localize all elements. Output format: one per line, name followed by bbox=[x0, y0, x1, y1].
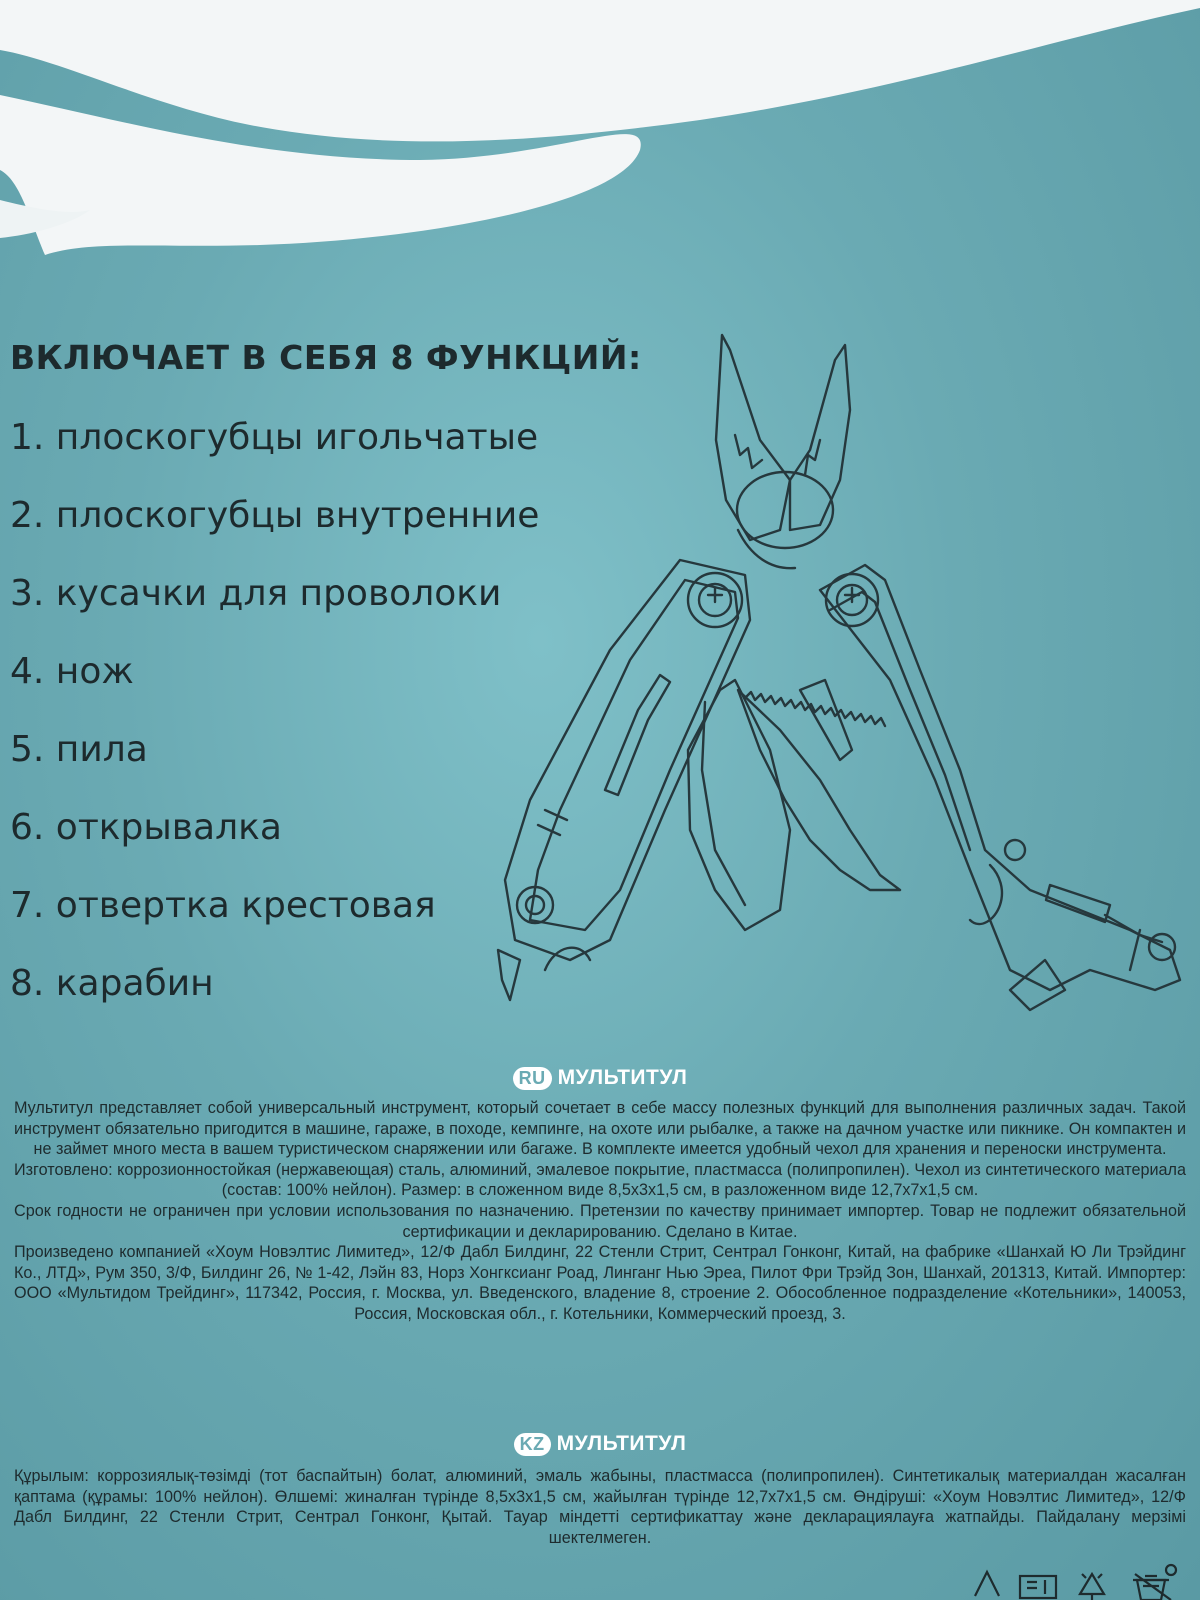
top-wave-decoration bbox=[0, 0, 1200, 280]
ru-section-title bbox=[0, 1066, 1200, 1090]
ru-paragraph: Срок годности не ограничен при условии использования по назначению. Претензии по качеству принимает импортер. Товар не подлежит обязательной сертификации и декларированию. Сделано в Китае. bbox=[14, 1201, 1186, 1241]
feature-item: 6. открывалка bbox=[10, 807, 282, 848]
feature-item: 7. отвертка крестовая bbox=[10, 885, 436, 926]
kz-section-title bbox=[0, 1432, 1200, 1456]
feature-item: 5. пила bbox=[10, 729, 148, 770]
ru-language-badge: RU bbox=[513, 1067, 552, 1090]
triangle-icon bbox=[975, 1572, 999, 1596]
recycle-icon bbox=[1080, 1574, 1104, 1600]
feature-item: 8. карабин bbox=[10, 963, 214, 1004]
features-heading: ВКЛЮЧАЕТ В СЕБЯ 8 ФУНКЦИЙ: bbox=[10, 338, 642, 377]
kz-language-badge: KZ bbox=[514, 1433, 551, 1456]
kz-paragraph: Құрылым: коррозиялық-төзімді (тот баспайтын) болат, алюминий, эмаль жабыны, пластмасса (полипропилен). Синтетикалық материалдан жасалған қаптама (құрамы: 100% нейлон). Өлшемі: жиналған түрінде 8,5х3х1,5 см, жайылған түрінде 12,7х7х1,5 см. Өндіруші: «Хоум Новэлтис Лимитед», 12/Ф Дабл Билдинг, 22 Стенли Стрит, Сентрал Гонконг, Қытай. Тауар міндетті сертификаттау және декларациялауға жатпайды. Пайдалану мерзімі шектелмеген. bbox=[14, 1467, 1186, 1547]
trash-bin-icon bbox=[1133, 1565, 1176, 1600]
feature-item: 3. кусачки для проволоки bbox=[10, 573, 502, 614]
kz-description bbox=[14, 1466, 1186, 1548]
ru-description bbox=[14, 1098, 1186, 1325]
feature-list bbox=[10, 410, 539, 1034]
microwave-icon bbox=[1020, 1576, 1056, 1598]
feature-item: 1. плоскогубцы игольчатые bbox=[10, 417, 539, 458]
feature-item: 2. плоскогубцы внутренние bbox=[10, 495, 540, 536]
packaging-symbols bbox=[965, 1558, 1195, 1600]
ru-paragraph: Изготовлено: коррозионностойкая (нержавеющая) сталь, алюминий, эмалевое покрытие, пластмасса (полипропилен). Чехол из синтетического материала (состав: 100% нейлон). Размер: в сложенном виде 8,5х3х1,5 см, в разложенном виде 12,7х7х1,5 см. bbox=[14, 1160, 1186, 1200]
multitool-illustration bbox=[490, 330, 1190, 1030]
ru-paragraph: Произведено компанией «Хоум Новэлтис Лимитед», 12/Ф Дабл Билдинг, 22 Стенли Стрит, Сентрал Гонконг, Китай, на фабрике «Шанхай Ю Ли Трэйдинг Ко., ЛТД», Рум 350, 3/Ф, Билдинг 26, № 1-42, Лэйн 83, Норз Хонгксианг Роад, Линганг Нью Эреа, Пилот Фри Трэйд Зон, Шанхай, 201313, Китай. Импортер: ООО «Мультидом Трейдинг», 117342, Россия, г. Москва, ул. Введенского, владение 8, строение 2. Обособленное подразделение «Котельники», 140053, Россия, Московская обл., г. Котельники, Коммерческий проезд, 3. bbox=[14, 1243, 1186, 1323]
ru-title-text: МУЛЬТИТУЛ bbox=[557, 1066, 688, 1089]
ru-paragraph: Мультитул представляет собой универсальный инструмент, который сочетает в себе массу полезных функций для выполнения различных задач. Такой инструмент обязательно пригодится в машине, гараже, в походе, кемпинге, на охоте или рыбалке, а также на дачном участке или пикнике. Он компактен и не займет много места в вашем туристическом снаряжении или багаже. В комплекте имеется удобный чехол для хранения и переноски инструмента. bbox=[14, 1099, 1186, 1159]
kz-title-text: МУЛЬТИТУЛ bbox=[556, 1432, 687, 1455]
feature-item: 4. нож bbox=[10, 651, 134, 692]
